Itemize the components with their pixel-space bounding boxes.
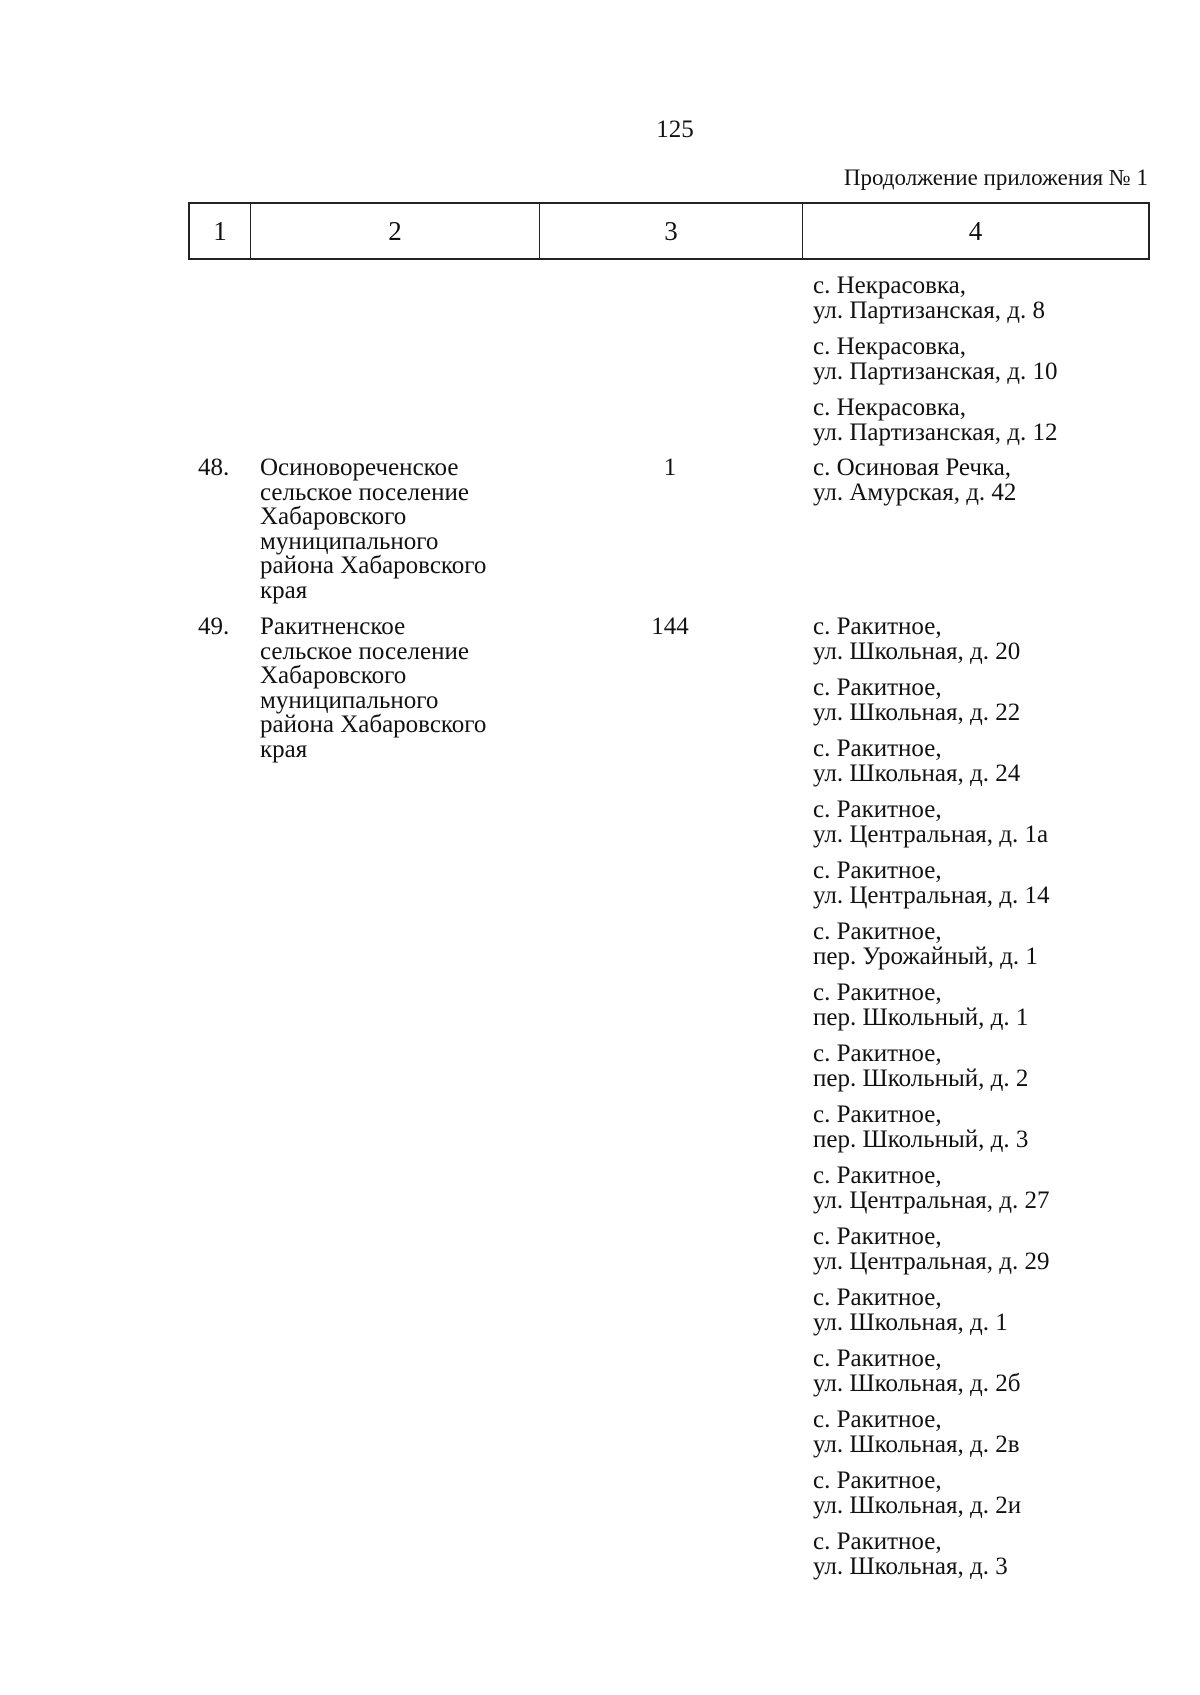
address-line-settlement: с. Ракитное, bbox=[813, 918, 942, 945]
address-line-settlement: с. Ракитное, bbox=[813, 1101, 942, 1128]
address-line-settlement: с. Ракитное, bbox=[813, 735, 942, 762]
address-entry bbox=[813, 1286, 1008, 1335]
address-line-settlement: с. Ракитное, bbox=[813, 1223, 942, 1250]
address-entry bbox=[813, 1408, 1020, 1457]
settlement-name-line: Осиновореченское bbox=[260, 454, 459, 481]
address-entry bbox=[813, 676, 1020, 725]
settlement-name-line: района Хабаровского bbox=[260, 552, 487, 579]
settlement-name-line: муниципального bbox=[260, 686, 439, 714]
address-entry bbox=[813, 798, 1048, 847]
address-line-street: пер. Школьный, д. 1 bbox=[813, 1003, 1029, 1031]
address-line-street: пер. Урожайный, д. 1 bbox=[813, 942, 1038, 970]
address-line-street: ул. Амурская, д. 42 bbox=[813, 478, 1017, 506]
address-entry bbox=[813, 456, 1016, 505]
address-entry bbox=[813, 1164, 1050, 1213]
address-line-street: ул. Центральная, д. 1а bbox=[813, 820, 1049, 848]
address-entry bbox=[813, 1103, 1028, 1152]
address-entry bbox=[813, 1469, 1021, 1518]
address-line-street: ул. Школьная, д. 24 bbox=[813, 759, 1021, 787]
address-line-street: пер. Школьный, д. 2 bbox=[813, 1064, 1029, 1092]
address-line-street: ул. Школьная, д. 3 bbox=[813, 1552, 1008, 1580]
address-entry bbox=[813, 274, 1045, 323]
address-line-settlement: с. Ракитное, bbox=[813, 1406, 942, 1433]
address-line-street: ул. Центральная, д. 14 bbox=[813, 881, 1050, 909]
address-line-street: ул. Школьная, д. 2и bbox=[813, 1491, 1022, 1519]
header-col-2: 2 bbox=[251, 204, 540, 258]
address-entry bbox=[813, 859, 1050, 908]
settlement-name-line: сельское поселение bbox=[260, 478, 469, 506]
settlement-name bbox=[260, 615, 550, 762]
address-entry bbox=[813, 920, 1038, 969]
address-line-street: ул. Школьная, д. 2в bbox=[813, 1430, 1020, 1458]
address-entry bbox=[813, 1347, 1020, 1396]
settlement-name-line: Хабаровского bbox=[260, 662, 407, 689]
settlement-name-line: района Хабаровского bbox=[260, 711, 487, 738]
address-entry bbox=[813, 737, 1020, 786]
address-line-street: ул. Центральная, д. 29 bbox=[813, 1247, 1050, 1275]
address-line-street: пер. Школьный, д. 3 bbox=[813, 1125, 1029, 1153]
address-line-settlement: с. Ракитное, bbox=[813, 1040, 942, 1067]
settlement-name-line: края bbox=[260, 576, 308, 604]
address-count: 1 bbox=[663, 454, 677, 481]
address-line-street: ул. Партизанская, д. 8 bbox=[813, 296, 1046, 324]
address-line-settlement: с. Некрасовка, bbox=[813, 394, 967, 421]
header-col-3: 3 bbox=[540, 204, 803, 258]
continuation-label: Продолжение приложения № 1 bbox=[843, 165, 1148, 190]
address-line-settlement: с. Ракитное, bbox=[813, 1528, 942, 1555]
address-line-settlement: с. Ракитное, bbox=[813, 1162, 942, 1189]
settlement-name-line: Ракитненское bbox=[260, 613, 406, 640]
address-line-street: ул. Школьная, д. 2б bbox=[813, 1369, 1021, 1397]
table-header bbox=[188, 202, 1150, 260]
address-line-settlement: с. Ракитное, bbox=[813, 1467, 942, 1494]
address-entry bbox=[813, 1225, 1050, 1274]
address-line-settlement: с. Ракитное, bbox=[813, 857, 942, 884]
address-entry bbox=[813, 615, 1020, 664]
header-col-1: 1 bbox=[190, 204, 251, 258]
address-line-street: ул. Школьная, д. 20 bbox=[813, 637, 1021, 665]
row-number: 48. bbox=[198, 454, 230, 481]
address-entry bbox=[813, 1042, 1028, 1091]
address-line-settlement: с. Ракитное, bbox=[813, 979, 942, 1006]
address-line-street: ул. Школьная, д. 22 bbox=[813, 698, 1021, 726]
address-line-street: ул. Партизанская, д. 10 bbox=[813, 357, 1058, 385]
header-col-4: 4 bbox=[968, 215, 983, 246]
address-entry bbox=[813, 396, 1058, 445]
address-line-settlement: с. Ракитное, bbox=[813, 674, 942, 701]
address-line-street: ул. Центральная, д. 27 bbox=[813, 1186, 1050, 1214]
address-line-settlement: с. Ракитное, bbox=[813, 1284, 942, 1311]
settlement-name-line: края bbox=[260, 735, 308, 763]
address-line-street: ул. Партизанская, д. 12 bbox=[813, 418, 1058, 446]
address-entry bbox=[813, 981, 1028, 1030]
settlement-name-line: Хабаровского bbox=[260, 503, 407, 530]
address-line-settlement: с. Ракитное, bbox=[813, 613, 942, 640]
address-line-settlement: с. Осиновая Речка, bbox=[813, 454, 1012, 481]
page-number: 125 bbox=[656, 116, 694, 143]
address-line-street: ул. Школьная, д. 1 bbox=[813, 1308, 1008, 1336]
settlement-name-line: сельское поселение bbox=[260, 637, 469, 665]
settlement-name-line: муниципального bbox=[260, 527, 439, 555]
address-line-settlement: с. Ракитное, bbox=[813, 1345, 942, 1372]
row-number: 49. bbox=[198, 613, 230, 640]
address-line-settlement: с. Некрасовка, bbox=[813, 333, 967, 360]
address-count: 144 bbox=[651, 613, 689, 640]
address-line-settlement: с. Некрасовка, bbox=[813, 272, 967, 299]
address-line-settlement: с. Ракитное, bbox=[813, 796, 942, 823]
address-entry bbox=[813, 1530, 1008, 1579]
address-entry bbox=[813, 335, 1058, 384]
settlement-name bbox=[260, 456, 550, 603]
